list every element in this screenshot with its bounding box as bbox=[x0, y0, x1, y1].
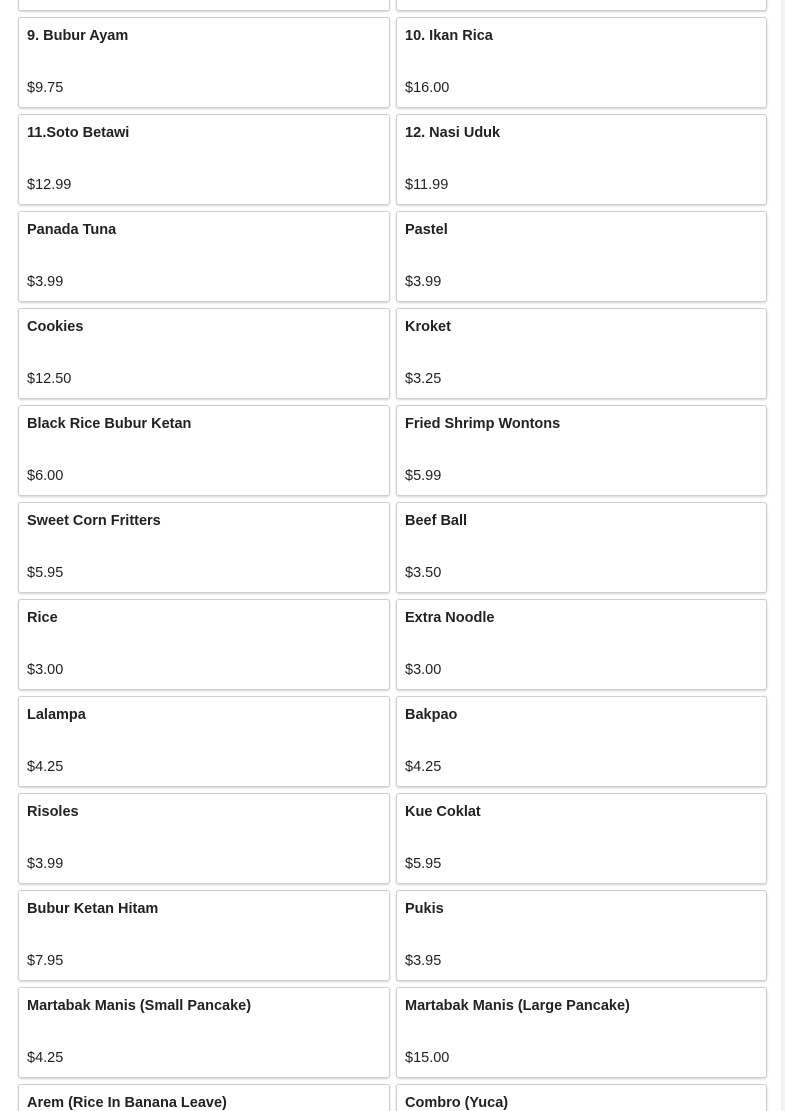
menu-item-name: 11.Soto Betawi bbox=[27, 125, 130, 141]
menu-item-card[interactable] bbox=[18, 0, 390, 11]
menu-item-card[interactable] bbox=[396, 696, 767, 787]
menu-item-name: Pukis bbox=[405, 901, 444, 917]
menu-item-card[interactable] bbox=[396, 1084, 767, 1111]
menu-item-name: Beef Ball bbox=[405, 513, 468, 529]
menu-item-card[interactable] bbox=[396, 405, 767, 496]
menu-item-price: $4.25 bbox=[27, 1050, 64, 1066]
menu-item-card[interactable] bbox=[18, 1084, 390, 1111]
menu-item-price: $3.95 bbox=[405, 953, 442, 969]
menu-item-card[interactable] bbox=[18, 17, 390, 108]
menu-item-name: 12. Nasi Uduk bbox=[405, 125, 501, 141]
menu-item-card[interactable] bbox=[396, 987, 767, 1078]
menu-item-price: $7.95 bbox=[27, 953, 64, 969]
menu-item-card[interactable] bbox=[396, 599, 767, 690]
menu-item-card[interactable] bbox=[396, 211, 767, 302]
menu-item-price: $12.99 bbox=[27, 177, 72, 193]
menu-item-name: Kroket bbox=[405, 319, 451, 335]
menu-item-price: $5.95 bbox=[27, 565, 64, 581]
menu-item-name: Bubur Ketan Hitam bbox=[27, 901, 159, 917]
menu-item-price: $12.50 bbox=[27, 371, 72, 387]
menu-item-price: $4.25 bbox=[405, 759, 442, 775]
menu-item-name: Panada Tuna bbox=[27, 222, 117, 238]
menu-item-name: Bakpao bbox=[405, 707, 458, 723]
menu-item-name: 9. Bubur Ayam bbox=[27, 28, 129, 44]
menu-item-name: Risoles bbox=[27, 804, 79, 820]
menu-item-price: $3.25 bbox=[405, 371, 442, 387]
menu-item-price: $6.00 bbox=[27, 468, 64, 484]
menu-item-card[interactable] bbox=[18, 890, 390, 981]
menu-item-price: $11.99 bbox=[405, 177, 449, 193]
menu-item-card[interactable] bbox=[18, 114, 390, 205]
menu-item-card[interactable] bbox=[396, 17, 767, 108]
menu-item-name: Rice bbox=[27, 610, 58, 626]
menu-item-price: $9.75 bbox=[27, 80, 64, 96]
menu-item-name: Combro (Yuca) bbox=[405, 1095, 509, 1111]
menu-item-card[interactable] bbox=[396, 0, 767, 11]
menu-item-name: Pastel bbox=[405, 222, 448, 238]
menu-item-name: Black Rice Bubur Ketan bbox=[27, 416, 192, 432]
menu-item-price: $15.00 bbox=[405, 1050, 450, 1066]
menu-item-card[interactable] bbox=[18, 308, 390, 399]
menu-item-card[interactable] bbox=[396, 793, 767, 884]
menu-item-card[interactable] bbox=[396, 114, 767, 205]
menu-item-name: Cookies bbox=[27, 319, 84, 335]
menu-item-card[interactable] bbox=[396, 502, 767, 593]
menu-item-name: Martabak Manis (Large Pancake) bbox=[405, 998, 630, 1014]
menu-item-price: $3.99 bbox=[27, 856, 64, 872]
menu-item-name: Lalampa bbox=[27, 707, 86, 723]
menu-item-card[interactable] bbox=[18, 405, 390, 496]
menu-item-price: $3.99 bbox=[27, 274, 64, 290]
menu-item-card[interactable] bbox=[396, 308, 767, 399]
menu-item-price: $16.00 bbox=[405, 80, 450, 96]
menu-item-card[interactable] bbox=[18, 793, 390, 884]
menu-item-price: $3.99 bbox=[405, 274, 442, 290]
menu-item-card[interactable] bbox=[18, 987, 390, 1078]
menu-item-price: $5.99 bbox=[405, 468, 442, 484]
menu-item-card[interactable] bbox=[18, 502, 390, 593]
menu-item-name: Sweet Corn Fritters bbox=[27, 513, 161, 529]
menu-grid bbox=[18, 0, 767, 1111]
menu-item-card[interactable] bbox=[18, 599, 390, 690]
menu-item-price: $4.25 bbox=[27, 759, 64, 775]
page-scrollbar[interactable] bbox=[781, 0, 785, 1111]
menu-item-price: $5.95 bbox=[405, 856, 442, 872]
menu-item-name: Martabak Manis (Small Pancake) bbox=[27, 998, 252, 1014]
menu-item-card[interactable] bbox=[18, 696, 390, 787]
menu-item-name: Arem (Rice In Banana Leave) bbox=[27, 1095, 227, 1111]
menu-item-price: $3.50 bbox=[405, 565, 442, 581]
menu-item-card[interactable] bbox=[396, 890, 767, 981]
menu-item-name: Kue Coklat bbox=[405, 804, 481, 820]
menu-item-name: 10. Ikan Rica bbox=[405, 28, 493, 44]
menu-item-price: $3.00 bbox=[27, 662, 64, 678]
menu-item-name: Extra Noodle bbox=[405, 610, 495, 626]
menu-item-price: $3.00 bbox=[405, 662, 442, 678]
menu-item-name: Fried Shrimp Wontons bbox=[405, 416, 561, 432]
menu-item-card[interactable] bbox=[18, 211, 390, 302]
